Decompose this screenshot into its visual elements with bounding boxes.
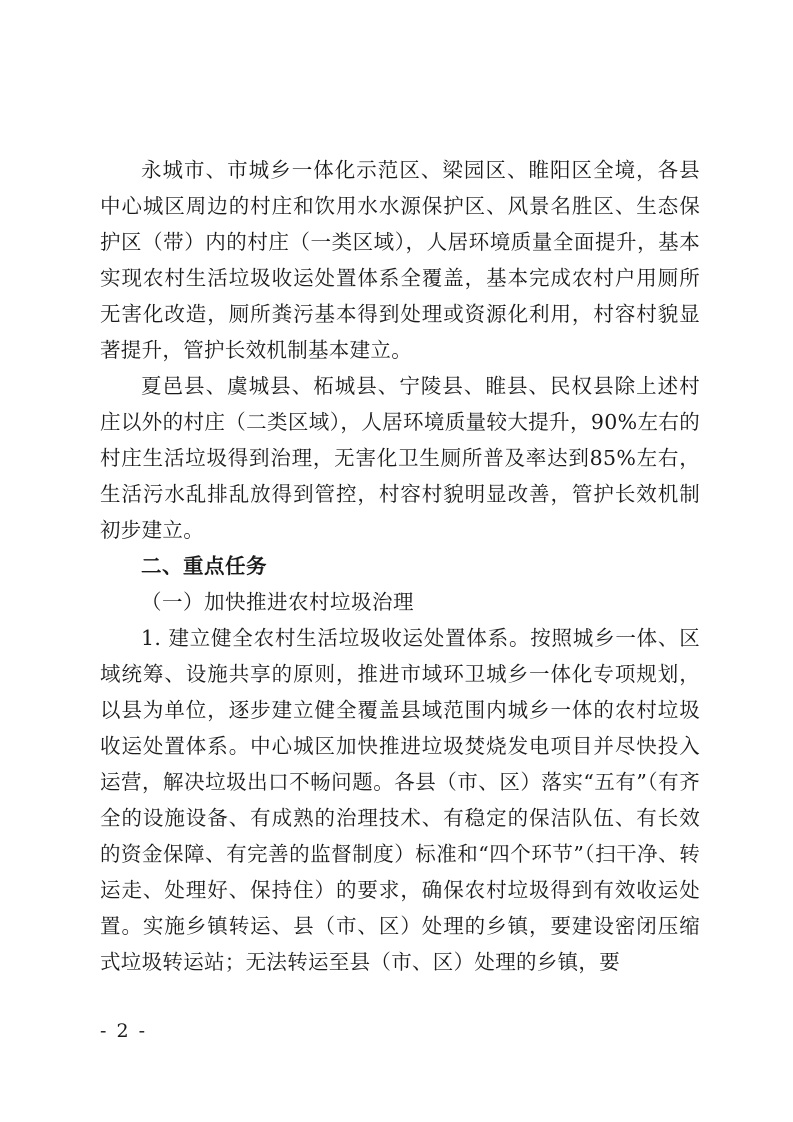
task-paragraph: 1. 建立健全农村生活垃圾收运处置体系。按照城乡一体、区域统筹、设施共享的原则，推进市域环卫城乡一体化专项规划，以县为单位，逐步建立健全覆盖县域范围内城乡一体的农村垃圾收运处置体系。中心城区加快推进垃圾焚烧发电项目并尽快投入运营，解决垃圾出口不畅问题。各县（市、区）落实“五有”（有齐全的设施设备、有成熟的治理技术、有稳定的保洁队伍、有长效的资金保障、有完善的监督制度）标准和“四个环节”（扫干净、转运走、处理好、保持住）的要求，确保农村垃圾得到有效收运处置。实施乡镇转运、县（市、区）处理的乡镇，要建设密闭压缩式垃圾转运站；无法转运至县（市、区）处理的乡镇，要 <box>100 626 700 974</box>
section-heading: 二、重点任务 <box>141 554 267 578</box>
page-number: - 2 - <box>100 1020 148 1042</box>
paragraph-zone-one: 永城市、市城乡一体化示范区、梁园区、睢阳区全境，各县中心城区周边的村庄和饮用水水源保护区、风景名胜区、生态保护区（带）内的村庄（一类区域），人居环境质量全面提升，基本实现农村生活垃圾收运处置体系全覆盖，基本完成农村户用厕所无害化改造，厕所粪污基本得到处理或资源化利用，村容村貌显著提升，管护长效机制基本建立。 <box>100 158 700 362</box>
subsection-heading: （一）加快推进农村垃圾治理 <box>141 590 414 614</box>
paragraph-zone-two: 夏邑县、虞城县、柘城县、宁陵县、睢县、民权县除上述村庄以外的村庄（二类区域），人居环境质量较大提升，90%左右的村庄生活垃圾得到治理，无害化卫生厕所普及率达到85%左右，生活污水乱排乱放得到管控，村容村貌明显改善，管护长效机制初步建立。 <box>100 374 700 542</box>
document-body <box>100 152 700 980</box>
